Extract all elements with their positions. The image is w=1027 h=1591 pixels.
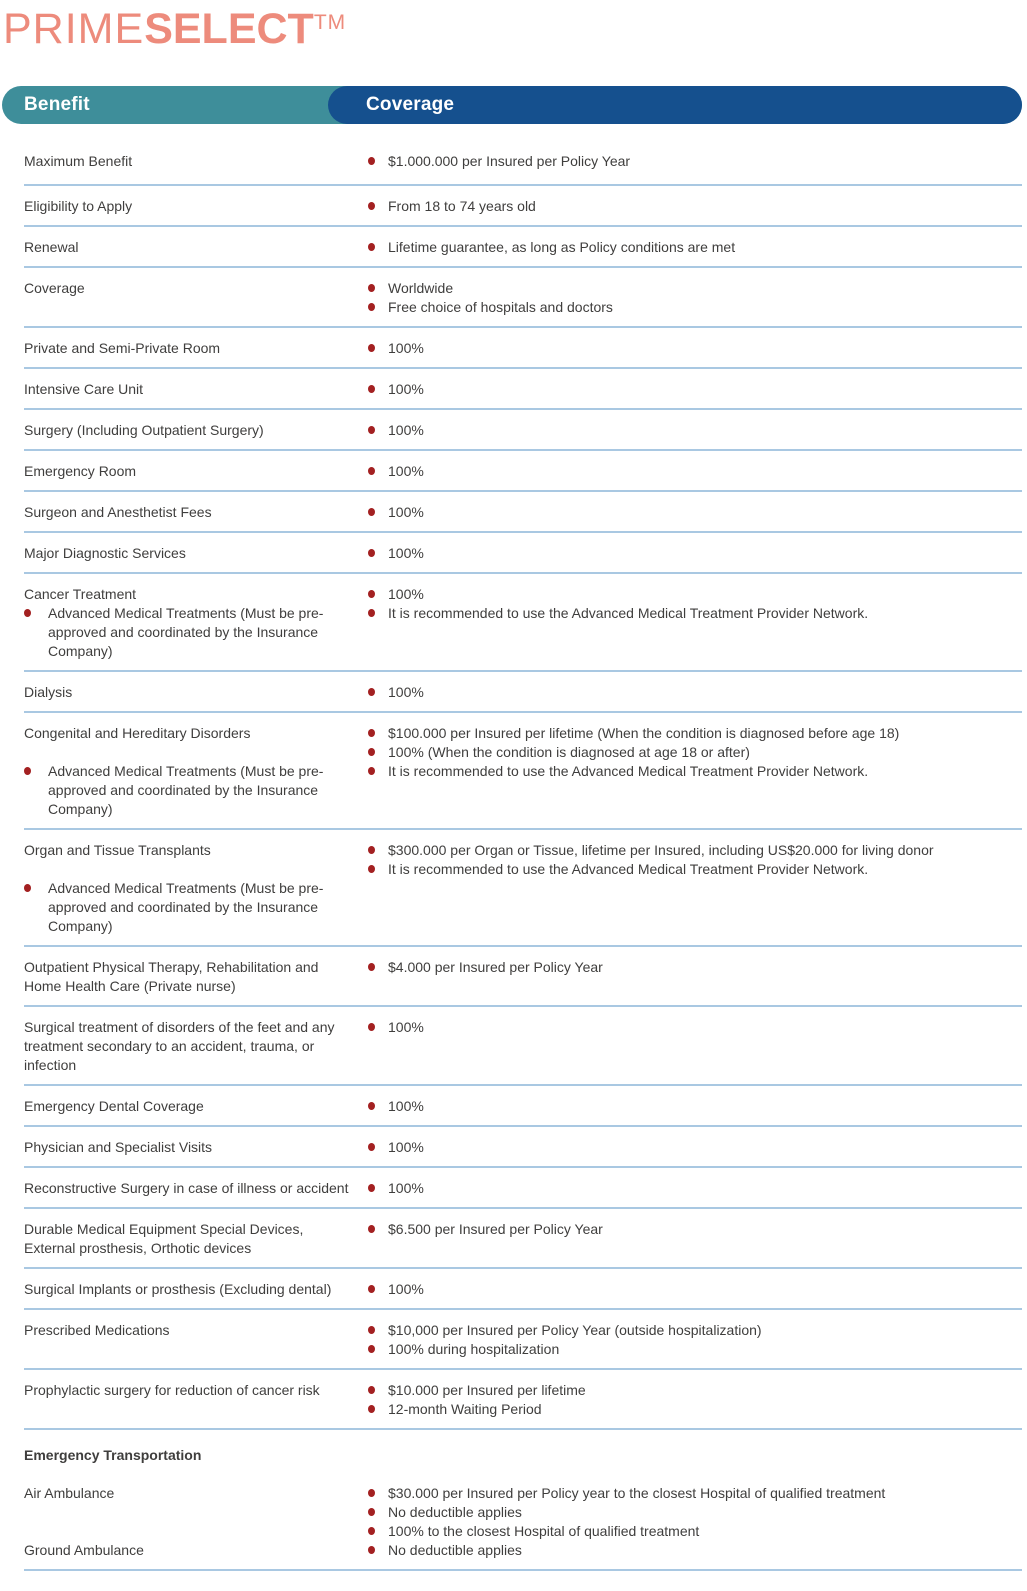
coverage-item xyxy=(368,1280,988,1299)
table-row xyxy=(24,672,1022,713)
coverage-text: It is recommended to use the Advanced Medical Treatment Provider Network. xyxy=(388,861,869,877)
bullet-icon xyxy=(368,1225,375,1233)
bullet-icon xyxy=(368,590,375,598)
table-row xyxy=(24,138,1022,186)
coverage-text: 12-month Waiting Period xyxy=(388,1401,542,1417)
coverage-cell xyxy=(368,152,988,171)
coverage-item xyxy=(368,604,988,623)
coverage-cell xyxy=(368,958,988,996)
coverage-item xyxy=(368,860,988,879)
benefit-line xyxy=(24,462,356,481)
benefit-cell xyxy=(24,421,368,440)
benefit-label: Emergency Room xyxy=(24,463,137,479)
coverage-item xyxy=(368,585,988,604)
benefit-line xyxy=(24,1280,356,1299)
benefit-cell xyxy=(24,585,368,661)
benefit-label: Prescribed Medications xyxy=(24,1322,170,1338)
coverage-item xyxy=(368,1522,988,1541)
coverage-text: 100% xyxy=(388,1281,424,1297)
benefit-line xyxy=(24,238,356,257)
benefit-line xyxy=(24,1097,356,1116)
benefit-line xyxy=(24,585,356,604)
coverage-text: It is recommended to use the Advanced Medical Treatment Provider Network. xyxy=(388,763,869,779)
coverage-text: $1.000.000 per Insured per Policy Year xyxy=(388,153,631,169)
benefit-cell xyxy=(24,1381,368,1419)
benefit-cell xyxy=(24,462,368,481)
logo-select-text: SELECT xyxy=(144,5,314,53)
benefit-label: Ground Ambulance xyxy=(24,1542,144,1558)
benefit-cell xyxy=(24,1179,368,1198)
coverage-text: 100% xyxy=(388,1180,424,1196)
bullet-icon xyxy=(368,284,375,292)
coverage-text: Free choice of hospitals and doctors xyxy=(388,299,613,315)
bullet-icon xyxy=(368,1184,375,1192)
coverage-text: 100% xyxy=(388,381,424,397)
bullet-icon xyxy=(368,865,375,873)
benefit-cell xyxy=(24,1484,368,1560)
benefit-line xyxy=(24,152,356,171)
benefit-line xyxy=(24,604,356,661)
benefit-cell xyxy=(24,339,368,358)
coverage-item xyxy=(368,380,988,399)
benefit-line xyxy=(24,1018,356,1075)
coverage-item xyxy=(368,279,988,298)
benefit-cell xyxy=(24,152,368,171)
table-row xyxy=(24,227,1022,268)
coverage-cell xyxy=(368,1381,988,1419)
benefit-label: Surgery (Including Outpatient Surgery) xyxy=(24,422,264,438)
coverage-cell xyxy=(368,683,988,702)
benefit-line xyxy=(24,1541,356,1560)
coverage-cell xyxy=(368,1097,988,1116)
benefit-line xyxy=(24,958,356,996)
benefit-label: Advanced Medical Treatments (Must be pre-approved and coordinated by the Insurance Company) xyxy=(48,763,324,817)
coverage-item xyxy=(368,1018,988,1037)
benefit-cell xyxy=(24,683,368,702)
coverage-cell xyxy=(368,1179,988,1198)
coverage-text: $10.000 per Insured per lifetime xyxy=(388,1382,586,1398)
table-row xyxy=(24,410,1022,451)
coverage-text: $4.000 per Insured per Policy Year xyxy=(388,959,603,975)
coverage-cell xyxy=(368,724,988,819)
benefit-cell xyxy=(24,544,368,563)
coverage-item xyxy=(368,197,988,216)
benefit-label: Maximum Benefit xyxy=(24,153,133,169)
coverage-item xyxy=(368,1400,988,1419)
bullet-icon xyxy=(368,729,375,737)
bullet-icon xyxy=(368,426,375,434)
bullet-icon xyxy=(368,1508,375,1516)
bullet-icon xyxy=(368,157,375,165)
bullet-icon xyxy=(368,1285,375,1293)
bullet-icon xyxy=(368,609,375,617)
benefit-label: Prophylactic surgery for reduction of cancer risk xyxy=(24,1382,320,1398)
coverage-item xyxy=(368,462,988,481)
coverage-cell xyxy=(368,1280,988,1299)
benefit-cell xyxy=(24,1220,368,1258)
benefit-cell xyxy=(24,724,368,819)
table-row xyxy=(24,1168,1022,1209)
table-row xyxy=(24,1086,1022,1127)
coverage-cell xyxy=(368,585,988,661)
benefit-cell xyxy=(24,503,368,522)
table-row xyxy=(24,369,1022,410)
benefit-label: Major Diagnostic Services xyxy=(24,545,186,561)
benefit-label: Intensive Care Unit xyxy=(24,381,144,397)
bullet-icon xyxy=(24,609,31,617)
benefits-table-body xyxy=(24,138,1022,1571)
coverage-cell xyxy=(368,197,988,216)
bullet-icon xyxy=(24,767,31,775)
coverage-item xyxy=(368,683,988,702)
coverage-text: It is recommended to use the Advanced Medical Treatment Provider Network. xyxy=(388,605,869,621)
table-row xyxy=(24,1269,1022,1310)
coverage-text: 100% xyxy=(388,1098,424,1114)
coverage-text: $6.500 per Insured per Policy Year xyxy=(388,1221,603,1237)
benefit-cell xyxy=(24,279,368,317)
coverage-item xyxy=(368,339,988,358)
coverage-text: $30.000 per Insured per Policy year to the closest Hospital of qualified treatment xyxy=(388,1485,886,1501)
bullet-icon xyxy=(368,1102,375,1110)
coverage-item xyxy=(368,152,988,171)
coverage-cell xyxy=(368,1138,988,1157)
coverage-text: Lifetime guarantee, as long as Policy conditions are met xyxy=(388,239,736,255)
bullet-icon xyxy=(368,385,375,393)
benefit-label: Organ and Tissue Transplants xyxy=(24,842,211,858)
table-row xyxy=(24,1127,1022,1168)
benefit-line xyxy=(24,279,356,298)
coverage-item xyxy=(368,1321,988,1340)
coverage-cell xyxy=(368,380,988,399)
section-row xyxy=(24,1430,1022,1473)
bullet-icon xyxy=(368,1386,375,1394)
bullet-icon xyxy=(368,963,375,971)
benefit-line xyxy=(24,339,356,358)
table-row xyxy=(24,1310,1022,1370)
benefit-line xyxy=(24,544,356,563)
benefit-line xyxy=(24,197,356,216)
benefit-line xyxy=(24,841,356,860)
coverage-cell xyxy=(368,421,988,440)
bullet-icon xyxy=(368,1489,375,1497)
bullet-icon xyxy=(368,688,375,696)
benefit-label: Advanced Medical Treatments (Must be pre-approved and coordinated by the Insurance Company) xyxy=(48,605,324,659)
benefit-line xyxy=(24,762,356,819)
benefit-label: Surgical treatment of disorders of the feet and any treatment secondary to an accident, trauma, or infection xyxy=(24,1019,335,1073)
coverage-item xyxy=(368,724,988,743)
coverage-item xyxy=(368,762,988,781)
coverage-cell xyxy=(368,1484,988,1560)
coverage-item xyxy=(368,1381,988,1400)
table-row xyxy=(24,268,1022,328)
coverage-text: No deductible applies xyxy=(388,1542,522,1558)
bullet-icon xyxy=(368,1527,375,1535)
coverage-text: Worldwide xyxy=(388,280,454,296)
table-row xyxy=(24,533,1022,574)
bullet-icon xyxy=(368,767,375,775)
bullet-icon xyxy=(368,549,375,557)
benefit-label: Physician and Specialist Visits xyxy=(24,1139,213,1155)
table-row xyxy=(24,492,1022,533)
bullet-icon xyxy=(368,467,375,475)
coverage-cell xyxy=(368,1321,988,1359)
coverage-item xyxy=(368,743,988,762)
benefit-column-header: Benefit xyxy=(24,94,90,115)
logo-trademark-text: TM xyxy=(313,11,347,34)
coverage-text: 100% xyxy=(388,504,424,520)
benefit-label: Durable Medical Equipment Special Devices, External prosthesis, Orthotic devices xyxy=(24,1221,304,1256)
coverage-item xyxy=(368,503,988,522)
benefit-line xyxy=(24,1220,356,1258)
benefit-cell xyxy=(24,238,368,257)
coverage-item xyxy=(368,1179,988,1198)
coverage-text: $100.000 per Insured per lifetime (When the condition is diagnosed before age 18) xyxy=(388,725,900,741)
benefit-label: Dialysis xyxy=(24,684,73,700)
coverage-text: 100% xyxy=(388,340,424,356)
table-row xyxy=(24,1209,1022,1269)
bullet-icon xyxy=(368,1345,375,1353)
coverage-text: 100% xyxy=(388,586,424,602)
section-title: Emergency Transportation xyxy=(24,1447,202,1463)
coverage-item xyxy=(368,1484,988,1503)
benefit-label: Reconstructive Surgery in case of illness or accident xyxy=(24,1180,349,1196)
bullet-icon xyxy=(368,748,375,756)
coverage-cell xyxy=(368,841,988,936)
logo-prime-text: PRIME xyxy=(3,5,145,53)
benefit-label: Outpatient Physical Therapy, Rehabilitation and Home Health Care (Private nurse) xyxy=(24,959,319,994)
bullet-icon xyxy=(368,1546,375,1554)
prime-select-logo xyxy=(0,2,1027,60)
coverage-text: No deductible applies xyxy=(388,1504,522,1520)
table-row xyxy=(24,1370,1022,1430)
coverage-item xyxy=(368,544,988,563)
benefit-label: Eligibility to Apply xyxy=(24,198,133,214)
table-row xyxy=(24,713,1022,830)
coverage-text: 100% xyxy=(388,684,424,700)
benefit-label: Congenital and Hereditary Disorders xyxy=(24,725,251,741)
coverage-cell xyxy=(368,1018,988,1075)
benefit-line xyxy=(24,879,356,936)
benefit-label: Advanced Medical Treatments (Must be pre-approved and coordinated by the Insurance Company) xyxy=(48,880,324,934)
bullet-icon xyxy=(368,1143,375,1151)
coverage-column-header: Coverage xyxy=(366,94,455,115)
coverage-text: 100% during hospitalization xyxy=(388,1341,560,1357)
table-row xyxy=(24,328,1022,369)
benefit-line xyxy=(24,1484,356,1503)
table-header-bar xyxy=(2,86,1022,124)
bullet-icon xyxy=(368,846,375,854)
coverage-text: 100% xyxy=(388,1019,424,1035)
benefit-cell xyxy=(24,1280,368,1299)
coverage-item xyxy=(368,1097,988,1116)
benefit-cell xyxy=(24,1138,368,1157)
benefit-line xyxy=(24,1381,356,1400)
benefit-label: Cancer Treatment xyxy=(24,586,137,602)
coverage-header-pill xyxy=(328,86,1022,124)
benefit-label: Renewal xyxy=(24,239,79,255)
coverage-item xyxy=(368,421,988,440)
benefit-line xyxy=(24,503,356,522)
bullet-icon xyxy=(24,884,31,892)
benefit-label: Private and Semi-Private Room xyxy=(24,340,221,356)
coverage-item xyxy=(368,1340,988,1359)
coverage-text: $300.000 per Organ or Tissue, lifetime per Insured, including US$20.000 for living donor xyxy=(388,842,934,858)
coverage-text: 100% xyxy=(388,463,424,479)
benefit-label: Surgical Implants or prosthesis (Excluding dental) xyxy=(24,1281,332,1297)
bullet-icon xyxy=(368,202,375,210)
coverage-text: 100% xyxy=(388,545,424,561)
coverage-text: 100% to the closest Hospital of qualified treatment xyxy=(388,1523,700,1539)
benefit-label: Air Ambulance xyxy=(24,1485,115,1501)
benefit-line xyxy=(24,380,356,399)
benefit-line xyxy=(24,1179,356,1198)
coverage-cell xyxy=(368,462,988,481)
table-row xyxy=(24,574,1022,672)
coverage-cell xyxy=(368,544,988,563)
bullet-icon xyxy=(368,344,375,352)
benefit-cell xyxy=(24,197,368,216)
benefit-cell xyxy=(24,841,368,936)
coverage-item xyxy=(368,841,988,860)
coverage-item xyxy=(368,238,988,257)
bullet-icon xyxy=(368,1023,375,1031)
coverage-item xyxy=(368,958,988,977)
table-row xyxy=(24,1473,1022,1571)
bullet-icon xyxy=(368,508,375,516)
bullet-icon xyxy=(368,1405,375,1413)
table-row xyxy=(24,830,1022,947)
coverage-cell xyxy=(368,279,988,317)
coverage-item xyxy=(368,298,988,317)
bullet-icon xyxy=(368,1326,375,1334)
coverage-text: 100% xyxy=(388,422,424,438)
coverage-cell xyxy=(368,503,988,522)
benefit-line xyxy=(24,1138,356,1157)
benefit-cell xyxy=(24,1321,368,1359)
coverage-item xyxy=(368,1503,988,1522)
bullet-icon xyxy=(368,243,375,251)
benefit-cell xyxy=(24,1097,368,1116)
benefit-label: Emergency Dental Coverage xyxy=(24,1098,204,1114)
coverage-item xyxy=(368,1541,988,1560)
benefit-label: Coverage xyxy=(24,280,85,296)
coverage-text: From 18 to 74 years old xyxy=(388,198,536,214)
benefit-line xyxy=(24,683,356,702)
table-row xyxy=(24,1007,1022,1086)
benefit-cell xyxy=(24,958,368,996)
benefit-line xyxy=(24,724,356,743)
coverage-cell xyxy=(368,1220,988,1258)
table-row xyxy=(24,186,1022,227)
bullet-icon xyxy=(368,303,375,311)
benefit-line xyxy=(24,1321,356,1340)
table-row xyxy=(24,947,1022,1007)
coverage-text: 100% (When the condition is diagnosed at age 18 or after) xyxy=(388,744,750,760)
coverage-cell xyxy=(368,339,988,358)
coverage-cell xyxy=(368,238,988,257)
coverage-text: $10,000 per Insured per Policy Year (outside hospitalization) xyxy=(388,1322,762,1338)
benefit-cell xyxy=(24,380,368,399)
table-row xyxy=(24,451,1022,492)
coverage-text: 100% xyxy=(388,1139,424,1155)
coverage-item xyxy=(368,1138,988,1157)
coverage-item xyxy=(368,1220,988,1239)
benefit-label: Surgeon and Anesthetist Fees xyxy=(24,504,212,520)
benefit-line xyxy=(24,421,356,440)
benefit-cell xyxy=(24,1018,368,1075)
